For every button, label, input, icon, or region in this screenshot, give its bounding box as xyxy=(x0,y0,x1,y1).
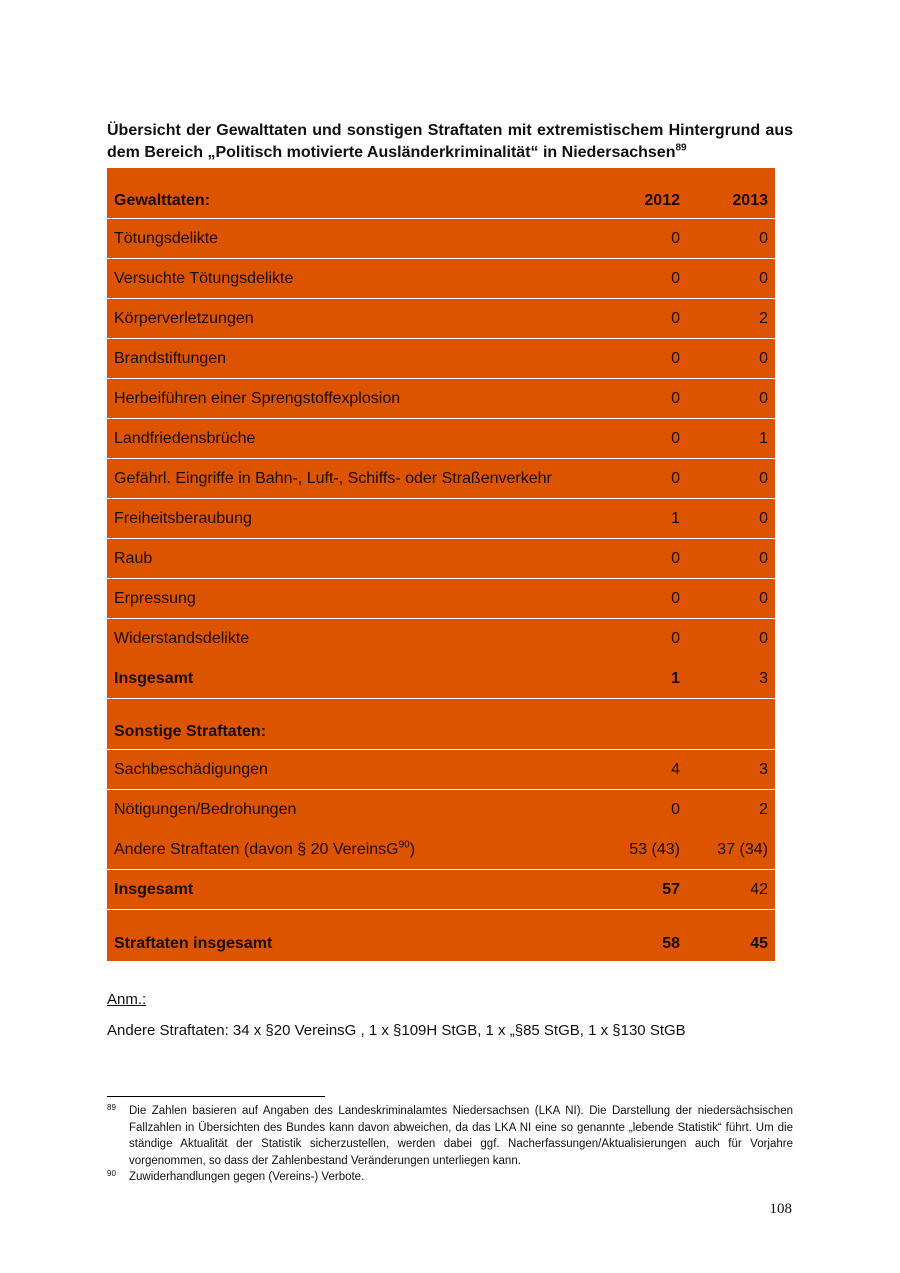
footnote-89 xyxy=(107,1103,793,1169)
row-label: Tötungsdelikte xyxy=(114,229,219,247)
value-2012: 1 xyxy=(671,509,680,527)
row-label: Erpressung xyxy=(114,589,196,607)
other-total-row xyxy=(107,870,775,910)
table-row xyxy=(107,499,775,539)
row-label: Insgesamt xyxy=(114,669,194,687)
grand-total-row xyxy=(107,910,775,961)
value-2013: 0 xyxy=(759,469,768,487)
value-2013: 2 xyxy=(759,801,768,818)
section-label: Sonstige Straftaten: xyxy=(114,723,267,740)
value-2012: 0 xyxy=(671,589,680,607)
value-2012: 53 (43) xyxy=(629,840,680,858)
value-2012: 0 xyxy=(671,630,680,647)
table-row xyxy=(107,619,775,659)
table-header-row xyxy=(107,168,775,219)
row-label: Gefährl. Eingriffe in Bahn-, Luft-, Schiffs- oder Straßenverkehr xyxy=(114,469,552,487)
value-2013: 3 xyxy=(759,669,768,687)
table-row xyxy=(107,830,775,870)
note-text: Andere Straftaten: 34 x §20 VereinsG , 1 x §109H StGB, 1 x „§85 StGB, 1 x §130 StGB xyxy=(107,1022,686,1039)
row-label: Widerstandsdelikte xyxy=(114,630,250,647)
value-2012: 0 xyxy=(671,229,680,247)
value-2012: 0 xyxy=(671,469,680,487)
value-2012: 0 xyxy=(671,429,680,447)
header-year-2012: 2012 xyxy=(644,192,680,209)
row-label: Körperverletzungen xyxy=(114,309,254,327)
footnote-number: 89 xyxy=(107,1103,116,1112)
note-label: Anm.: xyxy=(107,991,147,1008)
row-label: Straftaten insgesamt xyxy=(114,935,273,952)
table-row xyxy=(107,750,775,790)
row-label: Raub xyxy=(114,549,153,567)
row-label: Herbeiführen einer Sprengstoffexplosion xyxy=(114,389,401,407)
value-2012: 0 xyxy=(671,309,680,327)
row-label: Nötigungen/Bedrohungen xyxy=(114,801,297,818)
footnote-divider xyxy=(107,1096,325,1097)
row-label: Andere Straftaten (davon § 20 VereinsG$^{90}$) xyxy=(114,839,416,858)
page-number: 108 xyxy=(769,1201,792,1217)
value-2013: 37 (34) xyxy=(717,840,768,858)
table-row xyxy=(107,379,775,419)
row-label: Sachbeschädigungen xyxy=(114,760,268,778)
header-label: Gewalttaten: xyxy=(114,192,211,209)
value-2013: 45 xyxy=(750,935,768,952)
value-2012: 1 xyxy=(671,669,680,687)
row-label: Versuchte Tötungsdelikte xyxy=(114,269,294,287)
row-label: Brandstiftungen xyxy=(114,349,227,367)
footnote-ref-90[interactable]: 90 xyxy=(398,839,410,851)
value-2013: 2 xyxy=(759,309,768,327)
table-row xyxy=(107,459,775,499)
footnote-90 xyxy=(107,1169,793,1186)
row-label: Insgesamt xyxy=(114,880,194,898)
table-row xyxy=(107,259,775,299)
value-2012: 4 xyxy=(671,760,680,778)
value-2013: 1 xyxy=(759,429,768,447)
footnote-ref-89[interactable]: 89 xyxy=(675,142,687,154)
page-title: Übersicht der Gewalttaten und sonstigen Straftaten mit extremistischem Hintergrund aus dem Bereich „Politisch motivierte Ausländerkriminalität“ in Niedersachsen$^{89}$ xyxy=(107,122,793,161)
value-2013: 0 xyxy=(759,389,768,407)
table-row xyxy=(107,299,775,339)
value-2012: 0 xyxy=(671,389,680,407)
statistics-table xyxy=(107,168,775,961)
value-2013: 0 xyxy=(759,349,768,367)
row-label: Freiheitsberaubung xyxy=(114,509,252,527)
value-2012: 0 xyxy=(671,269,680,287)
value-2013: 3 xyxy=(759,760,768,778)
table-row xyxy=(107,219,775,259)
other-header-row xyxy=(107,699,775,750)
table-row xyxy=(107,339,775,379)
table-row xyxy=(107,539,775,579)
row-label: Landfriedensbrüche xyxy=(114,429,256,447)
value-2013: 0 xyxy=(759,269,768,287)
table-row xyxy=(107,579,775,619)
header-year-2013: 2013 xyxy=(732,192,768,209)
value-2012: 58 xyxy=(662,935,680,952)
value-2012: 0 xyxy=(671,801,680,818)
value-2013: 0 xyxy=(759,589,768,607)
value-2012: 57 xyxy=(662,880,680,898)
table-row xyxy=(107,790,775,830)
value-2013: 42 xyxy=(750,880,768,898)
value-2013: 0 xyxy=(759,549,768,567)
violent-total-row xyxy=(107,659,775,699)
value-2013: 0 xyxy=(759,229,768,247)
footnote-text: Die Zahlen basieren auf Angaben des Landeskriminalamtes Niedersachsen (LKA NI). Die Darstellung der niedersächsischen Fallzahlen in Übersichten des Bundes kann davon abweichen, da das LKA NI eine so genannte „lebende Statistik“ führt. Um die ständige Aktualität der Statistik sicherzustellen, werden dabei ggf. Nacherfassungen/Aktualisierungen auch für Vorjahre vorgenommen, so dass der Zahlenbestand Veränderungen unterliegen kann. xyxy=(129,1105,793,1167)
value-2013: 0 xyxy=(759,630,768,647)
footnote-text: Zuwiderhandlungen gegen (Vereins-) Verbote. xyxy=(129,1171,365,1183)
value-2012: 0 xyxy=(671,549,680,567)
table-row xyxy=(107,419,775,459)
value-2013: 0 xyxy=(759,509,768,527)
value-2012: 0 xyxy=(671,349,680,367)
footnote-number: 90 xyxy=(107,1169,116,1178)
